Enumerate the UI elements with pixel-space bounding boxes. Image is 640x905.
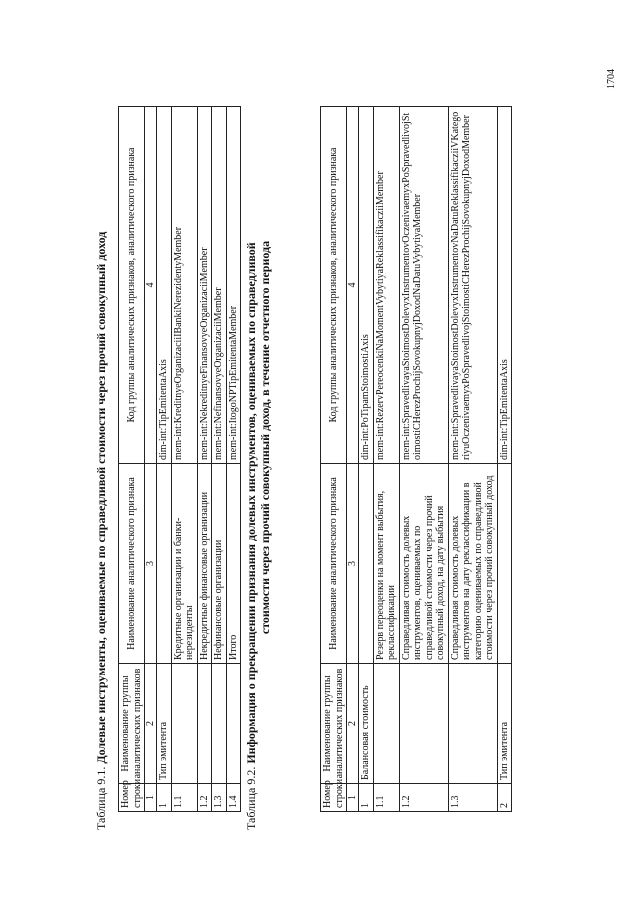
table1-caption-lead: Таблица 9.1.	[94, 766, 108, 830]
row-num: 1.3	[212, 784, 227, 812]
row-code: mem-int:NefinansovyeOrganizaciiMember	[212, 107, 227, 464]
row-group	[226, 664, 241, 784]
row-num: 1.2	[399, 784, 448, 812]
table2-colnum-row	[347, 107, 359, 812]
row-code: mem-int:KreditnyeOrganizaciiIBankiNerezidentyMember	[171, 107, 197, 464]
row-group	[373, 664, 399, 784]
row-num: 1.2	[197, 784, 212, 812]
table-row	[171, 107, 197, 812]
row-name: Нефинансовые организации	[212, 464, 227, 664]
table2-caption-line1: Информация о прекращении признания долевых инструментов, оцениваемых по справедливой	[244, 242, 258, 764]
table1-colnum-row	[145, 107, 157, 812]
row-num: 1.1	[171, 784, 197, 812]
table1-colnum: 4	[145, 107, 157, 464]
table-row	[197, 107, 212, 812]
row-code: dim-int:TipEmitentaAxis	[157, 107, 172, 464]
row-name	[497, 464, 512, 664]
row-code: mem-int:RezervPereocenkiNaMomentVybytiyaReklassifikacziiMember	[373, 107, 399, 464]
table1-header-num: Номер строки	[119, 784, 145, 812]
table1	[118, 106, 241, 812]
table-row	[373, 107, 399, 812]
row-code: mem-int:ItogoNPTipEmitentaMember	[226, 107, 241, 464]
table2-caption	[244, 85, 272, 830]
table2-caption-lead: Таблица 9.2.	[244, 766, 258, 830]
row-num: 1.3	[448, 784, 497, 812]
row-num: 1.1	[373, 784, 399, 812]
row-name: Резерв переоценки на момент выбытия, реклассификации	[373, 464, 399, 664]
table2-colnum: 1	[347, 784, 359, 812]
table1-caption-bold: Долевые инструменты, оцениваемые по справедливой стоимости через прочий совокупный доход	[94, 231, 108, 764]
table2-colnum: 2	[347, 664, 359, 784]
row-group	[171, 664, 197, 784]
table1-header-code: Код группы аналитических признаков, аналитического признака	[119, 107, 145, 464]
table1-caption	[94, 90, 108, 830]
row-num: 2	[497, 784, 512, 812]
row-code: mem-int:SpravedlivayaStoimostDolevyxInstrumentovOczenivaemyxPoSpravedlivojStoimostiCHerezProchijSovokupnyjDoxodNaDatuVybytiyaMember	[399, 107, 448, 464]
row-code: dim-int:PoTipamStoimostiAxis	[359, 107, 374, 464]
row-group: Тип эмитента	[157, 664, 172, 784]
row-name: Итого	[226, 464, 241, 664]
row-num: 1.4	[226, 784, 241, 812]
row-name: Кредитные организации и банки-нерезиденты	[171, 464, 197, 664]
row-name	[359, 464, 374, 664]
table2-header-row	[321, 107, 347, 812]
row-num: 1	[157, 784, 172, 812]
table1-colnum: 3	[145, 464, 157, 664]
row-name: Некредитные финансовые организации	[197, 464, 212, 664]
table2-caption-line2: стоимости через прочий совокупный доход, в течение отчетного периода	[258, 240, 272, 635]
row-num: 1	[359, 784, 374, 812]
row-group	[448, 664, 497, 784]
row-name: Справедливая стоимость долевых инструментов, оцениваемых по справедливой стоимости через прочий совокупный доход, на дату выбытия	[399, 464, 448, 664]
table2-colnum: 4	[347, 107, 359, 464]
table1-header-group: Наименование группы аналитических признаков	[119, 664, 145, 784]
table1-header-name: Наименование аналитического признака	[119, 464, 145, 664]
table1-colnum: 2	[145, 664, 157, 784]
table1-header-row	[119, 107, 145, 812]
row-name: Справедливая стоимость долевых инструментов на дату реклассификации в категорию оцениваемых по справедливой стоимости через прочий совокупный доход	[448, 464, 497, 664]
row-group: Тип эмитента	[497, 664, 512, 784]
row-group: Балансовая стоимость	[359, 664, 374, 784]
table1-colnum: 1	[145, 784, 157, 812]
row-group	[399, 664, 448, 784]
row-group	[197, 664, 212, 784]
page-number: 1704	[606, 69, 617, 89]
table2-header-code: Код группы аналитических признаков, аналитического признака	[321, 107, 347, 464]
row-code: mem-int:NekreditnyeFinansovyeOrganizaciiMember	[197, 107, 212, 464]
table-row	[448, 107, 497, 812]
table2	[320, 106, 512, 812]
table-row	[497, 107, 512, 812]
row-name	[157, 464, 172, 664]
table-row	[226, 107, 241, 812]
table-row	[399, 107, 448, 812]
table2-header-num: Номер строки	[321, 784, 347, 812]
table2-header-name: Наименование аналитического признака	[321, 464, 347, 664]
table-row	[157, 107, 172, 812]
table2-colnum: 3	[347, 464, 359, 664]
row-code: dim-int:TipEmitentaAxis	[497, 107, 512, 464]
table-row	[212, 107, 227, 812]
row-code: mem-int:SpravedlivayaStoimostDolevyxInstrumentovNaDatuReklassifikacziiVKategoriyuOczenivaemyxPoSpravedlivojStoimostiCHerezProchijSovokupnyjDoxodMember	[448, 107, 497, 464]
table2-header-group: Наименование группы аналитических признаков	[321, 664, 347, 784]
table-row	[359, 107, 374, 812]
row-group	[212, 664, 227, 784]
